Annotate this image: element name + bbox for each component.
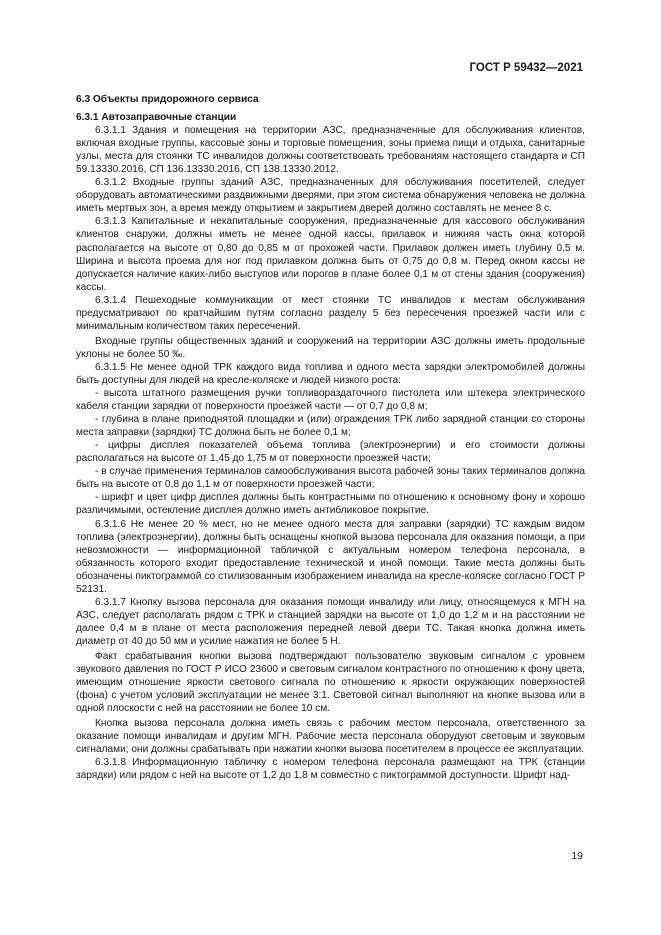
paragraph-6-3-1-4: 6.3.1.4 Пешеходные коммуникации от мест стоянки ТС инвалидов к местам обслуживания предусматривают по кратчайшим путям согласно разделу 5 без пересечения проезжей части или с минимальным количеством таких пересечений. — [76, 294, 585, 332]
paragraph-6-3-1-5: 6.3.1.5 Не менее одной ТРК каждого вида топлива и одного места зарядки электромобилей должны быть доступны для людей на кресле-коляске и людей низкого роста: — [76, 361, 585, 386]
subsection-heading-6-3-1: 6.3.1 Автозаправочные станции — [76, 112, 237, 124]
paragraph-slopes: Входные группы общественных зданий и сооружений на территории АЗС должны иметь продольные уклоны не более 50 ‰. — [76, 335, 585, 360]
paragraph-6-3-1-3: 6.3.1.3 Капитальные и некапитальные сооружения, предназначенные для кассового обслуживания клиентов снаружи, должны иметь не менее одной кассы, прилавок и нижняя часть окна которой располагается на высоте от 0,80 до 0,85 м от прохожей части. Прилавок должен иметь глубину 0,5 м. Ширина и высота проема для ног под прилавком должна быть от 0,75 до 0,8 м. Перед окном кассы не допускается наличие каких-либо выступов или порогов в плане более 0,1 м от стены здания (сооружения) кассы. — [76, 216, 585, 293]
paragraph-call-confirmation: Факт срабатывания кнопки вызова подтверждают пользователю звуковым сигналом с уровнем звукового давления по ГОСТ Р ИСО 23600 и световым сигналом контрастного по отношению к фону цвета, имеющим отношение яркости светового сигнала по отношению к яркости окружающих поверхностей (фона) с учетом условий эксплуатации не менее 3:1. Световой сигнал выполняют на кнопке вызова или в одной плоскости с ней на расстоянии не более 10 см. — [76, 650, 585, 715]
list-item-nozzle-height: - высота штатного размещения ручки топливораздаточного пистолета или штекера электрического кабеля станции зарядки от поверхности проезжей части — от 0,7 до 0,8 м; — [76, 388, 585, 413]
paragraph-6-3-1-1: 6.3.1.1 Здания и помещения на территории АЗС, предназначенные для обслуживания клиентов, включая входные группы, кассовые зоны и торговые помещения, зоны приема пищи и отдыха, санитарные узлы, места для стоянки ТС инвалидов должны соответствовать требованиям настоящего стандарта и СП 59.13330.2016, СП 136.13330.2016, СП 138.13330.2012. — [76, 125, 585, 176]
paragraph-6-3-1-7: 6.3.1.7 Кнопку вызова персонала для оказания помощи инвалиду или лицу, относящемуся к МГН на АЗС, следует располагать рядом с ТРК и станцией зарядки на высоте от 1,0 до 1,2 м и на расстоянии не далее 0,4 м в плане от места расположения передней левой двери ТС. Такая кнопка должна иметь диаметр от 40 до 50 мм и усилие нажатия не более 5 Н. — [76, 596, 585, 647]
paragraph-6-3-1-2: 6.3.1.2 Входные группы зданий АЗС, предназначенных для обслуживания посетителей, следует оборудовать автоматическими раздвижными дверями, при этом система обнаружения человека не должна иметь мертвых зон, а время между открытием и закрытием дверей должно составлять не менее 8 с. — [76, 177, 585, 215]
paragraph-6-3-1-8: 6.3.1.8 Информационную табличку с номером телефона персонала размещают на ТРК (станции зарядки) или рядом с ней на высоте от 1,2 до 1,8 м совместно с пиктограммой доступности. Шрифт над- — [76, 757, 585, 782]
list-item-platform-depth: - глубина в плане приподнятой площадки и (или) ограждения ТРК либо зарядной станции со стороны места заправки (зарядки) ТС должна быть не более 0,1 м; — [76, 414, 585, 439]
section-heading-6-3: 6.3 Объекты придорожного сервиса — [76, 94, 259, 105]
standard-number-header: ГОСТ Р 59432—2021 — [469, 62, 583, 74]
list-item-display-contrast: - шрифт и цвет цифр дисплея должны быть контрастными по отношению к основному фону и хорошо различимыми, остекление дисплея должно иметь антибликовое покрытие. — [76, 492, 585, 517]
paragraph-call-connection: Кнопка вызова персонала должна иметь связь с рабочим местом персонала, ответственного за оказание помощи инвалидам и другим МГН. Рабочие места персонала оборудуют световым и звуковым сигналами; они должны срабатывать при нажатии кнопки вызова посетителем в процессе ее эксплуатации. — [76, 718, 585, 756]
paragraph-6-3-1-6: 6.3.1.6 Не менее 20 % мест, но не менее одного места для заправки (зарядки) ТС каждым видом топлива (электроэнергии), должны быть оснащены кнопкой вызова персонала для оказания помощи, а при невозможности — информационной табличкой с актуальным номером телефона персонала, в обязанность которого входит предоставление технической и иной помощи. Такие места должны быть обозначены пиктограммой со стилизованным изображением инвалида на кресле-коляске согласно ГОСТ Р 52131. — [76, 518, 585, 595]
document-body — [76, 93, 585, 782]
list-item-display-height: - цифры дисплея показателей объема топлива (электроэнергии) и его стоимости должны располагаться на высоте от 1,45 до 1,75 м от поверхности проезжей части; — [76, 440, 585, 465]
page-number: 19 — [571, 850, 583, 862]
list-item-terminal-height: - в случае применения терминалов самообслуживания высота рабочей зоны таких терминалов должна быть на высоте от 0,8 до 1,1 м от поверхности проезжей части; — [76, 466, 585, 491]
